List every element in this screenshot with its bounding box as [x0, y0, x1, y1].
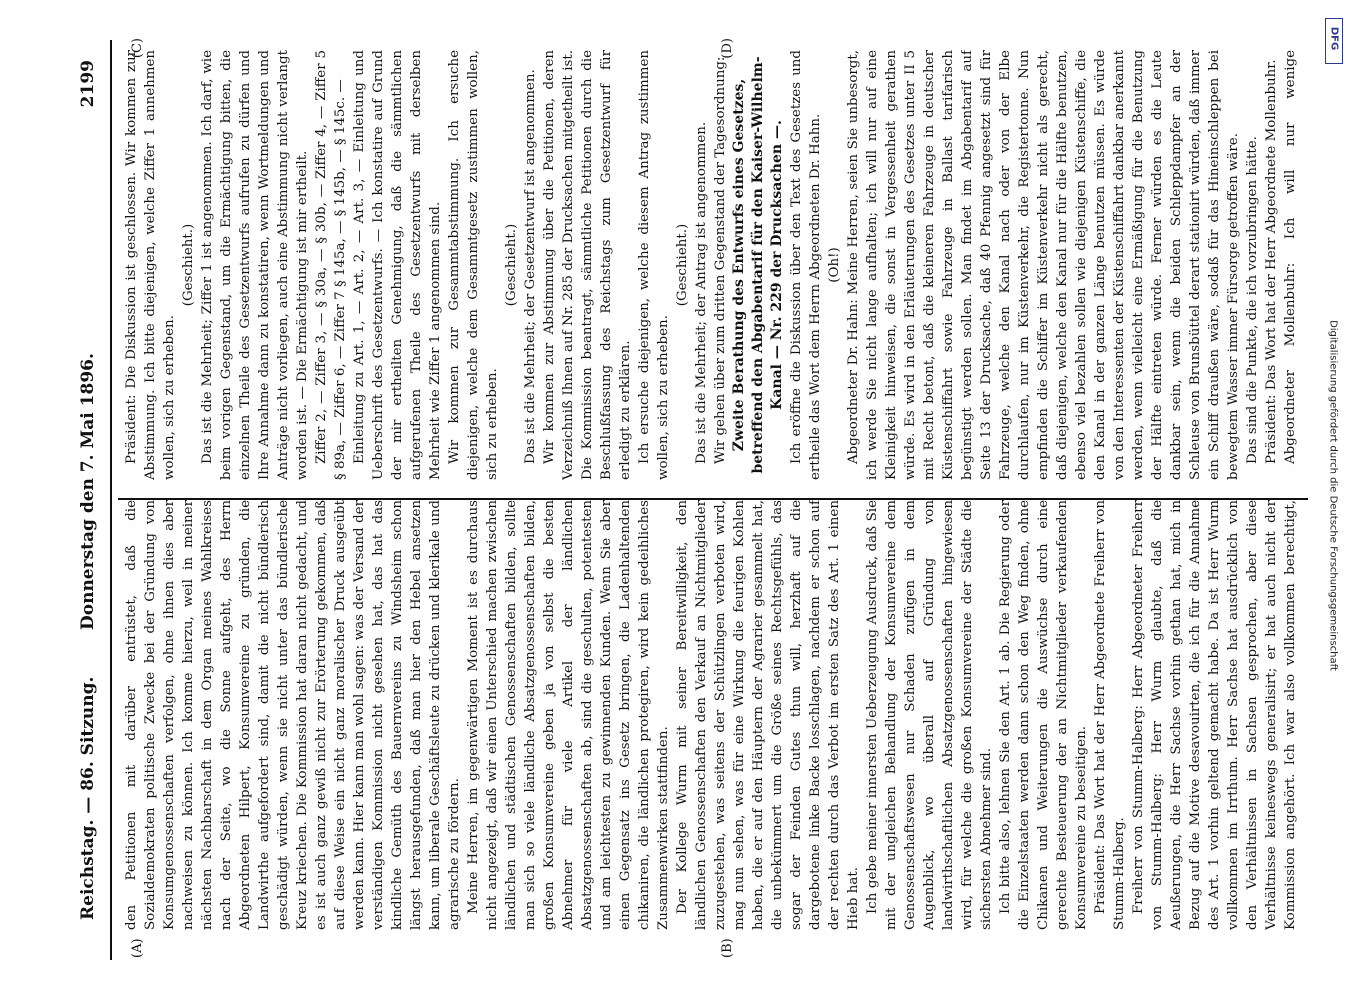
speaker-paragraph: Abgeordneter Dr. Hahn: Meine Herren, seien Sie unbesorgt, ich werde Sie nicht lange aufhalten; ich will nur auf eine Kleinigkeit hinweisen, die sonst in Vergessenheit gerathen würde. Es wird in den Erläuterungen des Gesetzes unter II 5 mit Recht betont, daß die kleineren Fahrzeuge in deutscher Küstenschiffahrt sowie Fahrzeuge in Ballast tarifarisch begünstigt werden sollen. Man findet im Abgabentarif auf Seite 13 der Drucksache, daß 40 Pfennig angesetzt sind für Fahrzeuge, welche den Kanal nach oder von der Elbe durchlaufen, nur im Küstenverkehr, die Registertonne. Nun empfinden die Schiffer im Küstenverkehr nicht als gerecht, daß diejenigen, welche den Kanal nur für die Hälfte benutzen, ebenso viel bezahlen sollen wie diejenigen Küstenschiffe, die den Kanal in der ganzen Länge benutzen müssen. Es würde von den Interessenten der Küstenschiffahrt dankbar anerkannt werden, wenn vielleicht eine Ermäßigung für die Benutzung der Hälfte eintreten würde. Ferner würden es die Leute dankbar sein, wenn die beiden Schleppdampfer an der Schleuse von Brunsbüttel derart stationirt würden, daß immer ein Schiff draußen wäre, sodaß für das Hineinschleppen bei bewegtem Wasser immer Fürsorge getroffen wäre. — [846, 50, 1241, 480]
paragraph: Das sind die Punkte, die ich vorzubringen hätte. — [1245, 136, 1260, 464]
paragraph: Ich bitte also, lehnen Sie den Art. 1 ab. Die Regierung oder die Einzelstaaten werden dann schon den Weg finden, ohne Chikanen und Weiterungen die Auswüchse durch eine gerechte Besteuerung der an Nichtmitglieder verkaufenden Konsumvereine zu beseitigen. — [998, 500, 1089, 930]
paragraph: Ich gebe meiner innersten Ueberzeugung Ausdruck, daß Sie mit der ungleichen Behandlung der Konsumvereine dem Genossenschaftswesen nur Schaden zufügen in dem Augenblick, wo überall auf Gründung von landwirthschaftlichen Absatzgenossenschaften hingewiesen wird, für welche die großen Konsumvereine der Städte die sichersten Abnehmer sind. — [865, 500, 994, 930]
page-header — [70, 40, 112, 960]
agenda-item-title: Zweite Berathung des Entwurfs eines Gesetzes, betreffend den Abgabentarif für den Kaiser-Wilhelm-Kanal — Nr. 229 der Drucksachen —. — [731, 56, 785, 474]
margin-mark-d: (D) — [720, 38, 735, 59]
paragraph: Das ist die Mehrheit; Ziffer 1 ist angenommen. Ich darf, wie beim vorigen Gegenstand, um die Ermächtigung bitten, die einzelnen Theile des Gesetzentwurfs aufrufen zu dürfen und Ihre Annahme dann zu konstatiren, wenn Wortmeldungen und Anträge nicht vorliegen, auch eine Abstimmung nicht verlangt worden ist. — Die Ermächtigung ist mir ertheilt. — [200, 50, 310, 480]
left-column — [122, 500, 1302, 930]
speaker-paragraph: Präsident: Das Wort hat der Herr Abgeordnete Freiherr von Stumm-Halberg. — [1093, 500, 1127, 930]
speaker-paragraph: Präsident: Die Diskussion ist geschlossen. Wir kommen zur Abstimmung. Ich bitte diejenigen, welche Ziffer 1 annehmen wollen, sich zu erheben. — [124, 50, 177, 480]
document-sheet — [70, 40, 1320, 960]
paragraph: Ich eröffne die Diskussion über den Text des Gesetzes und ertheile das Wort dem Herrn Abgeordneten Dr. Hahn. — [789, 50, 823, 480]
digitization-note: Digitalisierung gefördert durch die Deutsche Forschungsgemeinschaft — [1327, 320, 1339, 671]
header-session: Reichstag. — 86. Sitzung. — [78, 676, 98, 920]
stage-note: (Geschieht.) — [181, 223, 196, 307]
paragraph: Das ist die Mehrheit; der Antrag ist angenommen. — [694, 121, 709, 464]
speaker-paragraph: Präsident: Das Wort hat der Herr Abgeordnete Mollenbuhr. — [1264, 59, 1279, 464]
right-column — [122, 50, 1302, 480]
margin-mark-c: (C) — [130, 38, 145, 59]
paragraph: Einleitung zu Art. 1, — Art. 2, — Art. 3, — Einleitung und Ueberschrift des Gesetzentwurfs. — Ich konstatire auf Grund der mir ertheilten Genehmigung, daß die sämmtlichen aufgerufenen Theile des Gesetzentwurfs mit derselben Mehrheit wie Ziffer 1 angenommen sind. — [352, 50, 443, 480]
page-number: 2199 — [78, 60, 98, 108]
header-date: Donnerstag den 7. Mai 1896. — [78, 353, 98, 630]
paragraph: Wir kommen zur Abstimmung über die Petitionen, deren Verzeichniß Ihnen auf Nr. 285 der Drucksachen mitgetheilt ist. Die Kommission beantragt, sämmtliche Petitionen durch die Beschlußfassung des Reichstags zum Gesetzentwurf für erledigt zu erklären. — [542, 50, 633, 480]
stage-note: (Geschieht.) — [675, 223, 690, 307]
stage-note: (Geschieht.) — [504, 223, 519, 307]
margin-mark-a: (A) — [130, 938, 145, 958]
paragraph: Wir gehen über zum dritten Gegenstand der Tagesordnung: — [713, 56, 728, 464]
speaker-paragraph: Abgeordneter Mollenbuhr: Ich will nur wenige — [1283, 50, 1298, 464]
dfg-logo-text: DFG — [1328, 26, 1340, 51]
paragraph: Wir kommen zur Gesammtabstimmung. Ich ersuche diejenigen, welche dem Gesammtgesetz zustimmen wollen, sich zu erheben. — [447, 50, 500, 480]
digitization-strip — [1323, 10, 1345, 990]
speaker-paragraph: Freiherr von Stumm-Halberg: Herr Abgeordneter Freiherr von Stumm-Halberg: Herr Wurm glaubte, daß die Aeußerungen, die Herr Sachse vorhin gethan hat, mich in Bezug auf die Motive desavouirten, die ich für die Annahme des Art. 1 vorhin geltend gemacht habe. Da ist Herr Wurm vollkommen im Irrthum. Herr Sachse hat ausdrücklich von den Verhältnissen in Sachsen gesprochen, aber diese Verhältnisse keineswegs generalisirt; er hat auch nicht der Kommission angehört. Ich war also vollkommen berechtigt, — [1131, 500, 1298, 930]
column-divider — [118, 498, 1308, 500]
stage-note: (Oh!) — [827, 247, 842, 283]
margin-mark-b: (B) — [720, 938, 735, 958]
paragraph: Meine Herren, im gegenwärtigen Moment ist es durchaus nicht angezeigt, daß wir einen Unterschied machen zwischen ländlichen und städtischen Genossenschaften bilden, sollte man sich so viele ländliche Absatzgenossenschaften bilden, großen Konsumvereine geben ja von selbst die besten Abnehmer für viele Artikel der ländlichen Absatzgenossenschaften ab, sind die geschulten, potentesten und am leichtesten zu gewinnenden Kunden. Wenn Sie aber einen Gegensatz ins Gesetz bringen, die Ladenhaltenden chikaniren, die ländlichen protegiren, wird kein gedeihliches Zusammenwirken stattfinden. — [466, 500, 671, 930]
paragraph: Ziffer 2, — Ziffer 3, — § 30a, — § 30b, — Ziffer 4, — Ziffer 5 § 89a, — Ziffer 6, — Ziffer 7 § 145a, — § 145b, — § 145c. — — [314, 50, 348, 480]
paragraph: Der Kollege Wurm mit seiner Bereitwilligkeit, den ländlichen Genossenschaften den Verkauf an Nichtmitglieder zuzugestehen, was seitens der Schützlingen verboten wird, mag nun sehen, was für eine Wirkung die feurigen Kohlen haben, die er auf den Häuptern der Agrarier gesammelt hat, die unbekümmert um die Größe seines Rechtsgefühls, das sogar der Feinden Gutes thun will, herzhaft auf die dargebotene linke Backe losschlagen, nachdem er schon auf der rechten durch das Verbot im ersten Satz des Art. 1 einen Hieb hat. — [675, 500, 861, 930]
paragraph: Ich ersuche diejenigen, welche diesem Antrag zustimmen wollen, sich zu erheben. — [637, 50, 671, 480]
paragraph: Das ist die Mehrheit; der Gesetzentwurf ist angenommen. — [523, 69, 538, 464]
paragraph: den Petitionen mit darüber entrüstet, daß die Sozialdemokraten politische Zwecke bei der Gründung von Konsumgenossenschaften verfolgen, ohne ihnen dies aber nachweisen zu können. Ich komme hierzu, weil in meiner nächsten Nachbarschaft in dem Organ meines Wahlkreises nach der Seite, wo die Sonne aufgeht, des Herrn Abgeordneten Hilpert, Konsumvereine zu gründen, die Landwirthe aufgefordert sind, damit die nicht bündlerisch geschädigt würden, wenn sie nicht unter das bündlerische Kreuz kriechen. Die Kommission hat daran nicht gedacht, und es ist auch ganz gewiß nicht zur Erörterung gekommen, daß auf diese Weise ein nicht ganz moralischer Druck ausgeübt werden kann. Hier kann man wohl sagen: was der Versand der verständigen Kommission nicht gesehen hat, das hat das kindliche Gemüth des Bauernvereins zu Windsheim schon längst herausgefunden, daß man hier den Hebel ansetzen kann, um liberale Geschäftsleute zu drücken und klerikale und agrarische zu fördern. — [124, 500, 462, 930]
